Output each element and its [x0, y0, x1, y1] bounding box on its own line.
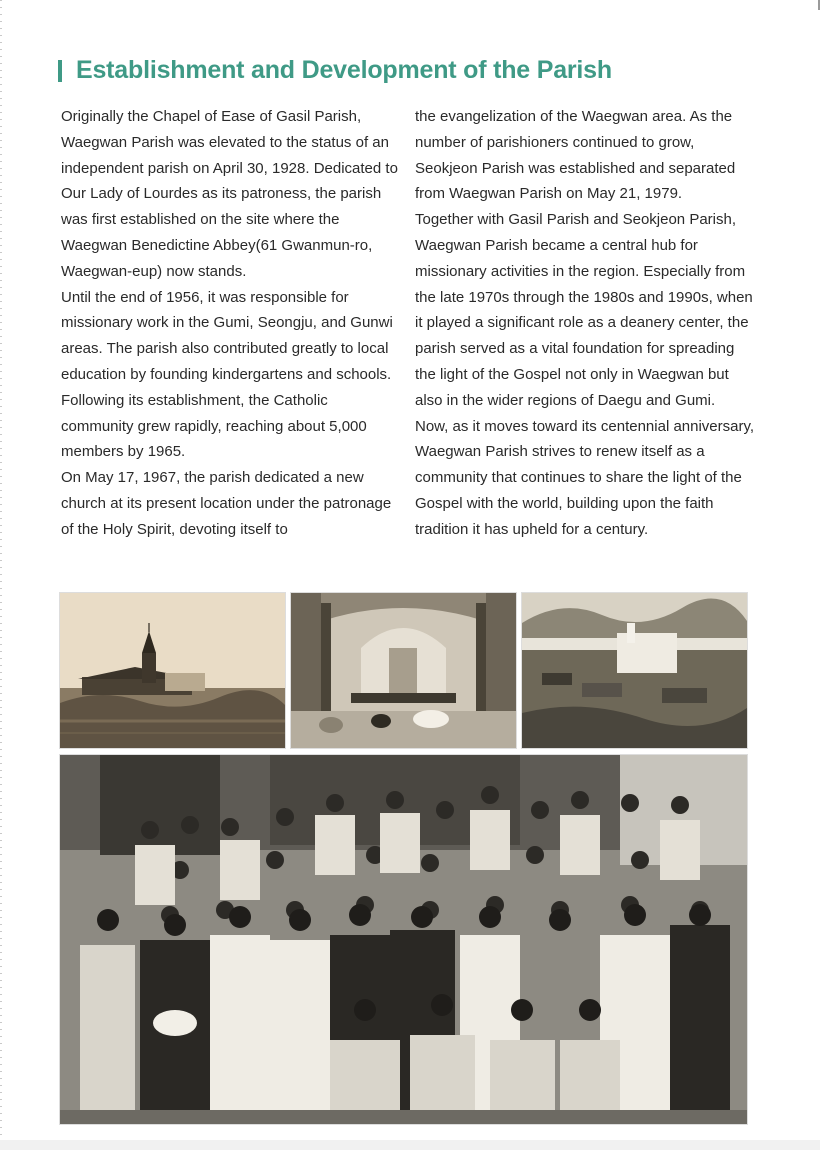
- page-bottom-strip: [0, 1140, 820, 1150]
- heading-accent-bar: [58, 60, 62, 82]
- paragraph: Originally the Chapel of Ease of Gasil Parish, Waegwan Parish was elevated to the status of an independent parish on April 30, 1928. Dedicated to Our Lady of Lourdes as its patroness, the parish was first established on the site where the Waegwan Benedictine Abbey(61 Gwanmun-ro, Waegwan-eup) now stands.: [61, 108, 398, 280]
- photo-group-portrait: [59, 754, 748, 1125]
- text-column-right: [415, 104, 755, 543]
- photo-town-view: [521, 592, 748, 749]
- paragraph: the evangelization of the Waegwan area. As the number of parishioners continued to grow, Seokjeon Parish was established and separated from Waegwan Parish on May 21, 1979.: [415, 108, 736, 203]
- photo-church-interior: [290, 592, 517, 749]
- section-heading: [58, 56, 612, 85]
- page-title: Establishment and Development of the Parish: [76, 56, 612, 84]
- text-column-left: [61, 104, 401, 543]
- paragraph: Until the end of 1956, it was responsible for missionary work in the Gumi, Seongju, and Gunwi areas. The parish also contributed greatly to local education by founding kindergartens and schools. Following its establishment, the Catholic community grew rapidly, reaching about 5,000 members by 1965.: [61, 288, 393, 461]
- page-edge-left: [0, 0, 2, 1150]
- paragraph: Together with Gasil Parish and Seokjeon Parish, Waegwan Parish became a central hub for missionary activities in the region. Especially from the late 1970s through the 1980s and 1990s, when it played a significant role as a deanery center, the parish served as a vital foundation for spreading the light of the Gospel not only in Waegwan but also in the wider regions of Daegu and Gumi.: [415, 211, 753, 409]
- paragraph: On May 17, 1967, the parish dedicated a new church at its present location under the patronage of the Holy Spirit, devoting itself to: [61, 469, 392, 538]
- photo-early-church: [59, 592, 286, 749]
- paragraph: Now, as it moves toward its centennial anniversary, Waegwan Parish strives to renew itself as a community that continues to share the light of the Gospel with the world, building upon the faith tradition it has upheld for a century.: [415, 417, 755, 538]
